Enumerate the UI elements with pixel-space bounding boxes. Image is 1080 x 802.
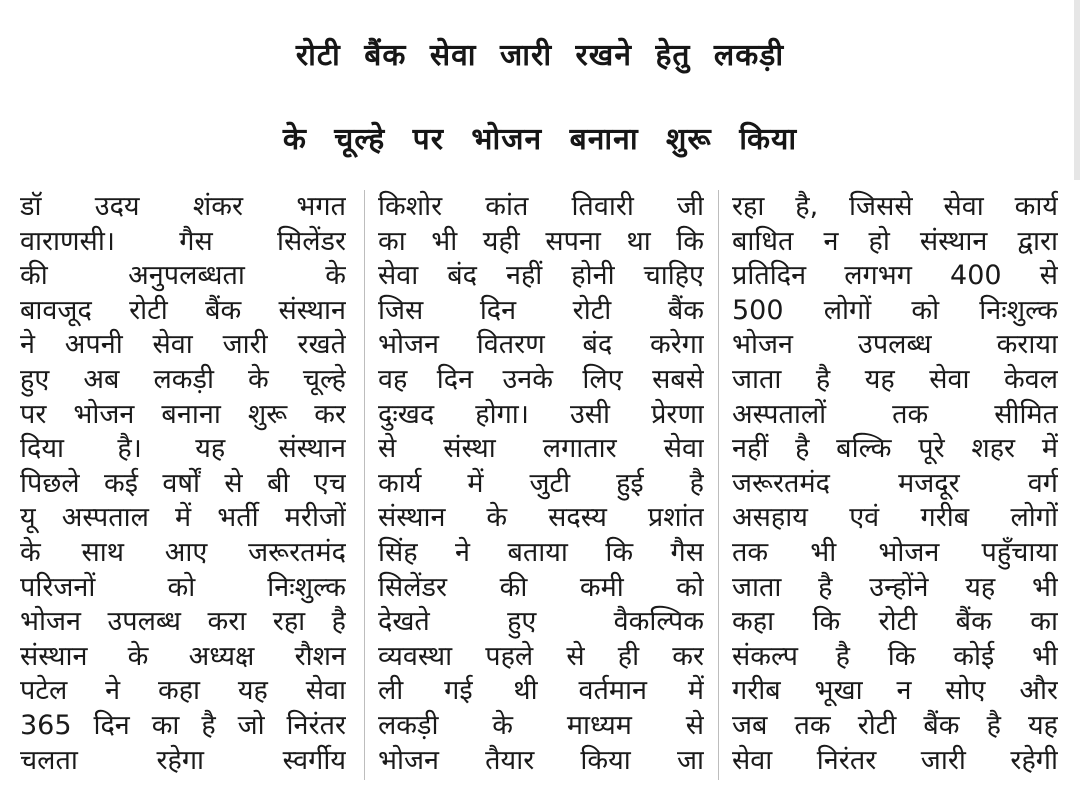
- article-line: तक भी भोजन पहुँचाया: [732, 536, 1058, 568]
- article-line: से संस्था लगातार सेवा: [378, 433, 704, 465]
- article-line: जाता है उन्होंने यह भी: [732, 571, 1058, 603]
- article-line: बाधित न हो संस्थान द्वारा: [732, 225, 1058, 257]
- article-line: लकड़ी के माध्यम से: [378, 709, 704, 741]
- article-line: चलता रहेगा स्वर्गीय: [20, 744, 346, 776]
- article-column-3: [732, 190, 1058, 778]
- article-line: व्यवस्था पहले से ही कर: [378, 640, 704, 672]
- article-line: देखते हुए वैकल्पिक: [378, 606, 704, 638]
- article-line: ने अपनी सेवा जारी रखते: [20, 329, 346, 361]
- article-line: भोजन उपलब्ध कराया: [732, 329, 1058, 361]
- article-line: 500 लोगों को निःशुल्क: [732, 294, 1058, 326]
- article-line: जाता है यह सेवा केवल: [732, 363, 1058, 395]
- article-line: संकल्प है कि कोई भी: [732, 640, 1058, 672]
- article-line: बावजूद रोटी बैंक संस्थान: [20, 294, 346, 326]
- article-line: संस्थान के अध्यक्ष रौशन: [20, 640, 346, 672]
- article-line: पटेल ने कहा यह सेवा: [20, 675, 346, 707]
- article-line: अस्पतालों तक सीमित: [732, 398, 1058, 430]
- article-line: रहा है, जिससे सेवा कार्य: [732, 191, 1058, 222]
- article-line: कहा कि रोटी बैंक का: [732, 606, 1058, 638]
- article-line: प्रतिदिन लगभग 400 से: [732, 260, 1058, 292]
- article-line: भोजन तैयार किया जा: [378, 744, 704, 776]
- article-line: जरूरतमंद मजदूर वर्ग: [732, 467, 1058, 499]
- headline-line-2: के चूल्हे पर भोजन बनाना शुरू किया: [282, 122, 798, 157]
- article-column-2: [378, 190, 704, 778]
- article-line: ली गई थी वर्तमान में: [378, 675, 704, 707]
- article-line: 365 दिन का है जो निरंतर: [20, 709, 346, 741]
- article-line: की अनुपलब्धता के: [20, 260, 346, 292]
- article-line: जिस दिन रोटी बैंक: [378, 294, 704, 326]
- article-line: का भी यही सपना था कि: [378, 225, 704, 257]
- article-line: भोजन उपलब्ध करा रहा है: [20, 606, 346, 638]
- article-line: सेवा बंद नहीं होनी चाहिए: [378, 260, 704, 292]
- article-body: [20, 190, 1060, 790]
- article-line: वह दिन उनके लिए सबसे: [378, 363, 704, 395]
- article-line: सिंह ने बताया कि गैस: [378, 536, 704, 568]
- article-line: नहीं है बल्कि पूरे शहर में: [732, 433, 1058, 465]
- article-line: कार्य में जुटी हुई है: [378, 467, 704, 499]
- scrollbar[interactable]: [1074, 0, 1080, 180]
- article-line: असहाय एवं गरीब लोगों: [732, 502, 1058, 534]
- article-line: पिछले कई वर्षों से बी एच: [20, 467, 346, 499]
- column-divider: [718, 190, 719, 780]
- article-line: संस्थान के सदस्य प्रशांत: [378, 502, 704, 534]
- article-line: सिलेंडर की कमी को: [378, 571, 704, 603]
- article-line: दुःखद होगा। उसी प्रेरणा: [378, 398, 704, 430]
- article-line: परिजनों को निःशुल्क: [20, 571, 346, 603]
- article-line: वाराणसी। गैस सिलेंडर: [20, 225, 346, 257]
- column-divider: [364, 190, 365, 780]
- article-line: सेवा निरंतर जारी रहेगी: [732, 744, 1058, 776]
- article-line: दिया है। यह संस्थान: [20, 433, 346, 465]
- article-line: भोजन वितरण बंद करेगा: [378, 329, 704, 361]
- article-line: के साथ आए जरूरतमंद: [20, 536, 346, 568]
- headline: [0, 14, 1080, 182]
- article-line: किशोर कांत तिवारी जी: [378, 191, 704, 222]
- article-line: डॉ उदय शंकर भगत: [20, 191, 346, 222]
- article-line: हुए अब लकड़ी के चूल्हे: [20, 363, 346, 395]
- article-line: जब तक रोटी बैंक है यह: [732, 709, 1058, 741]
- headline-line-1: रोटी बैंक सेवा जारी रखने हेतु लकड़ी: [295, 38, 785, 73]
- article-line: यू अस्पताल में भर्ती मरीजों: [20, 502, 346, 534]
- article-line: गरीब भूखा न सोए और: [732, 675, 1058, 707]
- article-line: पर भोजन बनाना शुरू कर: [20, 398, 346, 430]
- article-column-1: [20, 190, 346, 778]
